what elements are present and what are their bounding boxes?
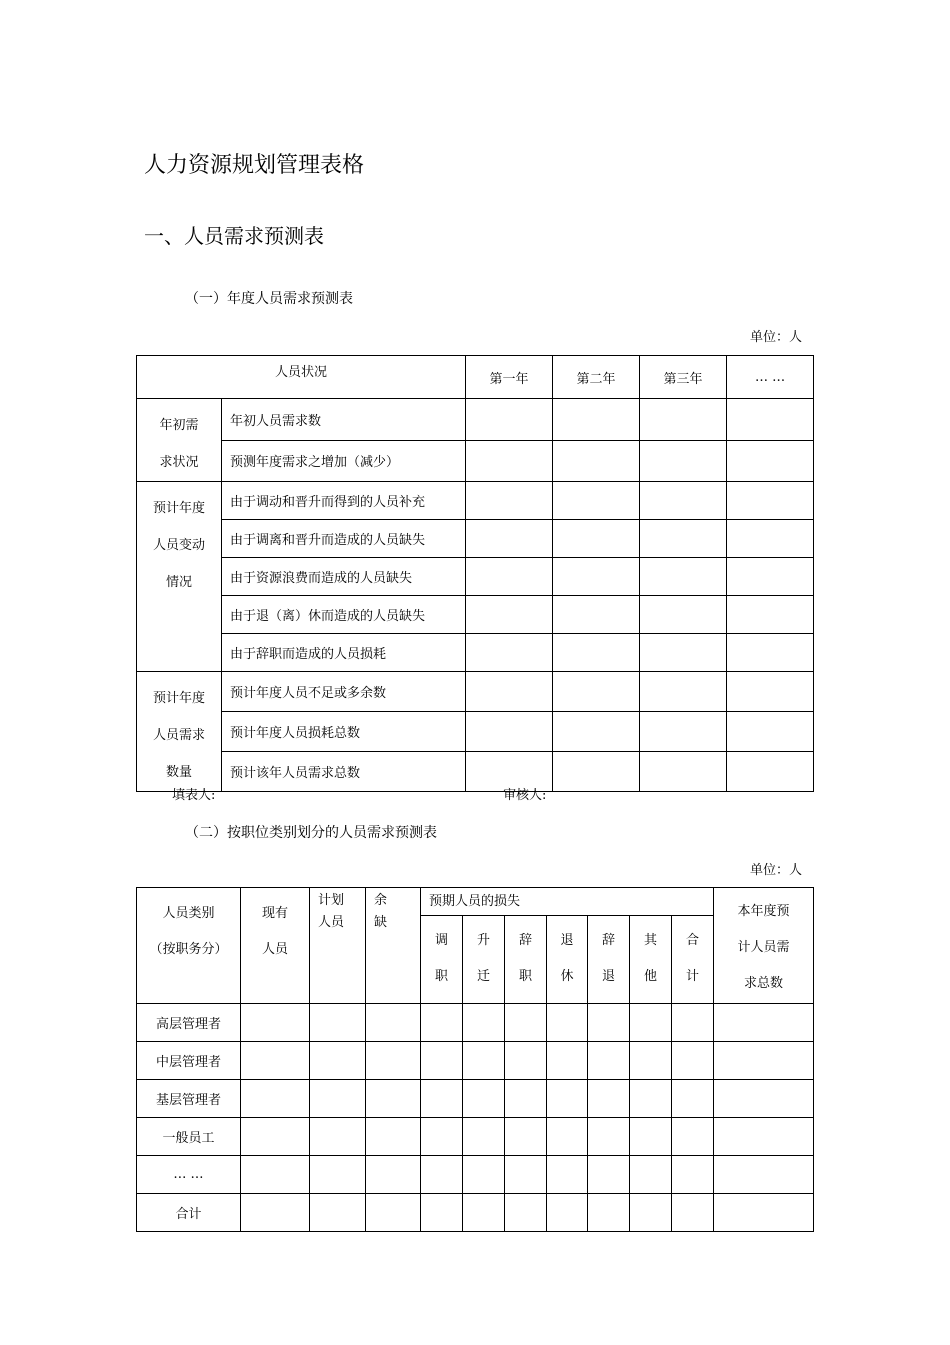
- header-planned-staff: 计划 人员: [310, 888, 366, 1004]
- row-label: 由于调动和晋升而得到的人员补充: [222, 482, 466, 520]
- cell: [727, 482, 814, 520]
- row-label-total: 合计: [137, 1194, 241, 1232]
- cell: [714, 1118, 814, 1156]
- cell: [463, 1004, 505, 1042]
- cell: [553, 482, 640, 520]
- row-label: 由于调离和晋升而造成的人员缺失: [222, 520, 466, 558]
- header-staff-status: 人员状况: [137, 356, 466, 399]
- cell: [640, 596, 727, 634]
- cell: [547, 1118, 588, 1156]
- cell: [366, 1080, 421, 1118]
- header-year-3: 第三年: [640, 356, 727, 399]
- cell: [640, 712, 727, 752]
- cell: [640, 520, 727, 558]
- cell: [640, 752, 727, 792]
- cell: [727, 440, 814, 482]
- cell: [553, 712, 640, 752]
- cell: [714, 1004, 814, 1042]
- header-expected-loss: 预期人员的损失: [421, 888, 714, 916]
- cell: [421, 1118, 463, 1156]
- cell: [505, 1042, 547, 1080]
- row-label: 由于退（离）休而造成的人员缺失: [222, 596, 466, 634]
- row-label: 预计该年人员需求总数: [222, 752, 466, 792]
- cell: [714, 1080, 814, 1118]
- cell: [640, 482, 727, 520]
- cell: [310, 1156, 366, 1194]
- cell: [714, 1042, 814, 1080]
- group-label-demand-quantity: 预计年度 人员需求 数量: [137, 672, 222, 792]
- header-year-1: 第一年: [466, 356, 553, 399]
- cell: [421, 1194, 463, 1232]
- cell: [714, 1156, 814, 1194]
- cell: [588, 1156, 630, 1194]
- subsection-title-1: （一）年度人员需求预测表: [185, 291, 353, 307]
- cell: [727, 399, 814, 441]
- cell: [714, 1194, 814, 1232]
- header-loss-transfer: 调 职: [421, 916, 463, 1004]
- cell: [672, 1080, 714, 1118]
- cell: [241, 1004, 310, 1042]
- cell: [672, 1042, 714, 1080]
- cell: [466, 440, 553, 482]
- cell: [366, 1004, 421, 1042]
- annual-demand-forecast-table: [136, 355, 814, 792]
- cell: [241, 1080, 310, 1118]
- cell: [310, 1118, 366, 1156]
- header-year-2: 第二年: [553, 356, 640, 399]
- cell: [310, 1080, 366, 1118]
- cell: [463, 1118, 505, 1156]
- header-year-more: … …: [727, 356, 814, 399]
- cell: [640, 558, 727, 596]
- cell: [310, 1042, 366, 1080]
- cell: [727, 596, 814, 634]
- cell: [421, 1042, 463, 1080]
- cell: [466, 672, 553, 712]
- cell: [421, 1156, 463, 1194]
- cell: [463, 1156, 505, 1194]
- row-label: 预计年度人员损耗总数: [222, 712, 466, 752]
- cell: [463, 1194, 505, 1232]
- header-current-staff: 现有 人员: [241, 888, 310, 1004]
- cell: [547, 1042, 588, 1080]
- cell: [553, 558, 640, 596]
- cell: [466, 634, 553, 672]
- unit-label-2: 单位：人: [750, 863, 803, 878]
- cell: [366, 1042, 421, 1080]
- cell: [727, 558, 814, 596]
- cell: [553, 672, 640, 712]
- cell: [640, 440, 727, 482]
- cell: [421, 1080, 463, 1118]
- cell: [310, 1194, 366, 1232]
- cell: [588, 1004, 630, 1042]
- section-heading: 一、人员需求预测表: [144, 224, 324, 248]
- cell: [553, 752, 640, 792]
- cell: [640, 634, 727, 672]
- cell: [630, 1194, 672, 1232]
- cell: [588, 1042, 630, 1080]
- cell: [630, 1156, 672, 1194]
- row-label: 年初人员需求数: [222, 399, 466, 441]
- reviewer-label: 审核人:: [503, 788, 547, 803]
- document-title: 人力资源规划管理表格: [144, 153, 365, 178]
- header-loss-sum: 合 计: [672, 916, 714, 1004]
- cell: [466, 399, 553, 441]
- cell: [241, 1194, 310, 1232]
- cell: [630, 1042, 672, 1080]
- cell: [727, 520, 814, 558]
- cell: [241, 1042, 310, 1080]
- header-loss-retire: 退 休: [547, 916, 588, 1004]
- cell: [547, 1080, 588, 1118]
- header-annual-total-demand: 本年度预 计人员需 求总数: [714, 888, 814, 1004]
- row-label: 由于资源浪费而造成的人员缺失: [222, 558, 466, 596]
- cell: [463, 1042, 505, 1080]
- cell: [366, 1156, 421, 1194]
- header-loss-promotion: 升 迁: [463, 916, 505, 1004]
- cell: [640, 399, 727, 441]
- cell: [588, 1080, 630, 1118]
- cell: [463, 1080, 505, 1118]
- cell: [588, 1118, 630, 1156]
- cell: [547, 1194, 588, 1232]
- cell: [553, 596, 640, 634]
- cell: [727, 752, 814, 792]
- header-surplus-shortage: 余 缺: [366, 888, 421, 1004]
- row-label: 基层管理者: [137, 1080, 241, 1118]
- cell: [553, 440, 640, 482]
- row-label: … …: [137, 1156, 241, 1194]
- cell: [553, 520, 640, 558]
- cell: [505, 1118, 547, 1156]
- cell: [466, 712, 553, 752]
- row-label: 预计年度人员不足或多余数: [222, 672, 466, 712]
- header-category: 人员类别 （按职务分）: [137, 888, 241, 1004]
- position-demand-forecast-table: [136, 887, 814, 1232]
- cell: [466, 520, 553, 558]
- cell: [630, 1118, 672, 1156]
- cell: [421, 1004, 463, 1042]
- cell: [466, 482, 553, 520]
- row-label: 由于辞职而造成的人员损耗: [222, 634, 466, 672]
- cell: [553, 634, 640, 672]
- row-label: 预测年度需求之增加（减少）: [222, 440, 466, 482]
- cell: [505, 1080, 547, 1118]
- cell: [547, 1004, 588, 1042]
- cell: [310, 1004, 366, 1042]
- cell: [366, 1194, 421, 1232]
- cell: [630, 1080, 672, 1118]
- group-label-staff-changes: 预计年度 人员变动 情况: [137, 482, 222, 672]
- cell: [466, 558, 553, 596]
- header-loss-other: 其 他: [630, 916, 672, 1004]
- cell: [366, 1118, 421, 1156]
- cell: [727, 634, 814, 672]
- header-loss-resign: 辞 职: [505, 916, 547, 1004]
- cell: [505, 1004, 547, 1042]
- cell: [672, 1004, 714, 1042]
- unit-label-1: 单位：人: [750, 330, 803, 345]
- cell: [241, 1156, 310, 1194]
- header-loss-dismiss: 辞 退: [588, 916, 630, 1004]
- cell: [505, 1194, 547, 1232]
- group-label-initial-demand: 年初需 求状况: [137, 399, 222, 482]
- cell: [588, 1194, 630, 1232]
- cell: [672, 1118, 714, 1156]
- cell: [640, 672, 727, 712]
- cell: [672, 1156, 714, 1194]
- row-label: 高层管理者: [137, 1004, 241, 1042]
- cell: [672, 1194, 714, 1232]
- cell: [553, 399, 640, 441]
- row-label: 中层管理者: [137, 1042, 241, 1080]
- cell: [466, 596, 553, 634]
- cell: [727, 712, 814, 752]
- cell: [630, 1004, 672, 1042]
- cell: [505, 1156, 547, 1194]
- filler-label: 填表人:: [172, 788, 216, 803]
- subsection-title-2: （二）按职位类别划分的人员需求预测表: [185, 825, 437, 841]
- cell: [547, 1156, 588, 1194]
- row-label: 一般员工: [137, 1118, 241, 1156]
- cell: [241, 1118, 310, 1156]
- cell: [727, 672, 814, 712]
